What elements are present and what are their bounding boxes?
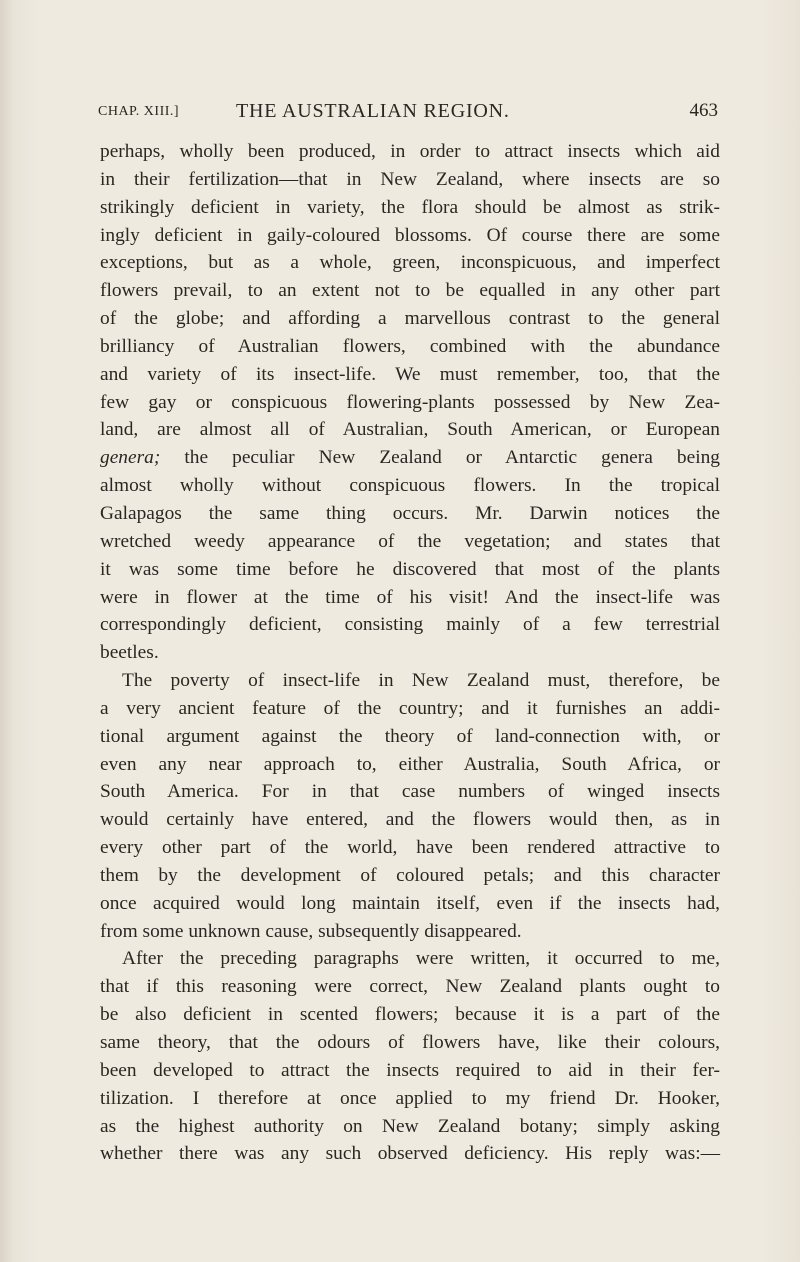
line-text: South America. For in that case numbers of winged insects (100, 781, 720, 803)
text-line (100, 528, 720, 556)
text-line (100, 1085, 720, 1113)
line-text: of the globe; and affording a marvellous contrast to the general (100, 308, 720, 330)
line-text: once acquired would long maintain itself, even if the insects had, (100, 892, 720, 914)
line-text: flowers prevail, to an extent not to be equalled in any other part (100, 280, 720, 302)
text-line (100, 472, 720, 500)
text-line (100, 361, 720, 389)
line-text: brilliancy of Australian flowers, combined with the abundance (100, 335, 720, 357)
line-text: from some unknown cause, subsequently disappeared. (100, 920, 522, 942)
line-text: the peculiar New Zealand or Antarctic genera being (160, 447, 720, 469)
text-line (100, 806, 720, 834)
text-line (100, 416, 720, 444)
text-line (100, 333, 720, 361)
text-line (100, 751, 720, 779)
line-text: correspondingly deficient, consisting mainly of a few terrestrial (100, 614, 720, 636)
italic-text: genera; (100, 447, 161, 469)
chapter-label: CHAP. XIII.] (98, 104, 180, 119)
text-line (100, 945, 720, 973)
text-line (100, 611, 720, 639)
line-text: would certainly have entered, and the flowers would then, as in (100, 809, 720, 831)
text-line (100, 890, 720, 918)
text-line (100, 723, 720, 751)
line-text: were in flower at the time of his visit! And the insect-life was (100, 586, 720, 608)
text-line (100, 389, 720, 417)
line-text: almost wholly without conspicuous flowers. In the tropical (100, 475, 720, 497)
text-line (100, 194, 720, 222)
line-text: it was some time before he discovered that most of the plants (100, 558, 720, 580)
text-line (100, 500, 720, 528)
line-text: a very ancient feature of the country; and it furnishes an addi- (100, 697, 720, 719)
line-text: land, are almost all of Australian, South American, or European (100, 419, 720, 441)
text-line (100, 1029, 720, 1057)
line-text: whether there was any such observed deficiency. His reply was:— (100, 1143, 720, 1165)
text-line (100, 778, 720, 806)
text-line (100, 249, 720, 277)
line-text: as the highest authority on New Zealand botany; simply asking (100, 1115, 720, 1137)
line-text: few gay or conspicuous flowering-plants possessed by New Zea- (100, 391, 720, 413)
text-line (100, 166, 720, 194)
line-text: even any near approach to, either Australia, South Africa, or (100, 753, 720, 775)
line-text: that if this reasoning were correct, New Zealand plants ought to (100, 976, 720, 998)
line-text: strikingly deficient in variety, the flora should be almost as strik- (100, 196, 720, 218)
text-line (100, 556, 720, 584)
text-line (100, 639, 720, 667)
text-line (100, 444, 720, 472)
line-text: wretched weedy appearance of the vegetation; and states that (100, 530, 720, 552)
line-text: tional argument against the theory of land-connection with, or (100, 725, 720, 747)
text-line (100, 695, 720, 723)
text-line (100, 973, 720, 1001)
line-text: tilization. I therefore at once applied to my friend Dr. Hooker, (100, 1087, 720, 1109)
line-text: beetles. (100, 642, 159, 664)
line-text: perhaps, wholly been produced, in order to attract insects which aid (100, 141, 720, 162)
line-text: After the preceding paragraphs were written, it occurred to me, (122, 948, 720, 970)
line-text: in their fertilization—that in New Zealand, where insects are so (100, 168, 720, 190)
line-text: same theory, that the odours of flowers have, like their colours, (100, 1032, 720, 1053)
text-line (100, 1057, 720, 1085)
line-text: been developed to attract the insects required to aid in their fer- (100, 1059, 720, 1081)
line-text: ingly deficient in gaily-coloured blossoms. Of course there are some (100, 224, 720, 246)
running-title: THE AUSTRALIAN REGION. (236, 100, 510, 122)
line-text: The poverty of insect-life in New Zealand must, therefore, be (122, 670, 720, 692)
text-line (100, 222, 720, 250)
text-line (100, 918, 720, 946)
text-line (100, 277, 720, 305)
text-line (100, 305, 720, 333)
text-line (100, 138, 720, 166)
text-line (100, 667, 720, 695)
text-line (100, 1113, 720, 1141)
body-text (100, 138, 720, 1168)
text-line (100, 862, 720, 890)
page-number: 463 (689, 100, 718, 121)
line-text: and variety of its insect-life. We must remember, too, that the (100, 363, 720, 385)
line-text: exceptions, but as a whole, green, inconspicuous, and imperfect (100, 252, 720, 274)
line-text: every other part of the world, have been rendered attractive to (100, 837, 720, 859)
text-line (100, 1001, 720, 1029)
line-text: them by the development of coloured petals; and this character (100, 864, 720, 886)
line-text: be also deficient in scented flowers; because it is a part of the (100, 1004, 720, 1026)
running-header (98, 100, 718, 130)
text-line (100, 1140, 720, 1168)
line-text: Galapagos the same thing occurs. Mr. Darwin notices the (100, 502, 720, 524)
text-line (100, 584, 720, 612)
text-line (100, 834, 720, 862)
